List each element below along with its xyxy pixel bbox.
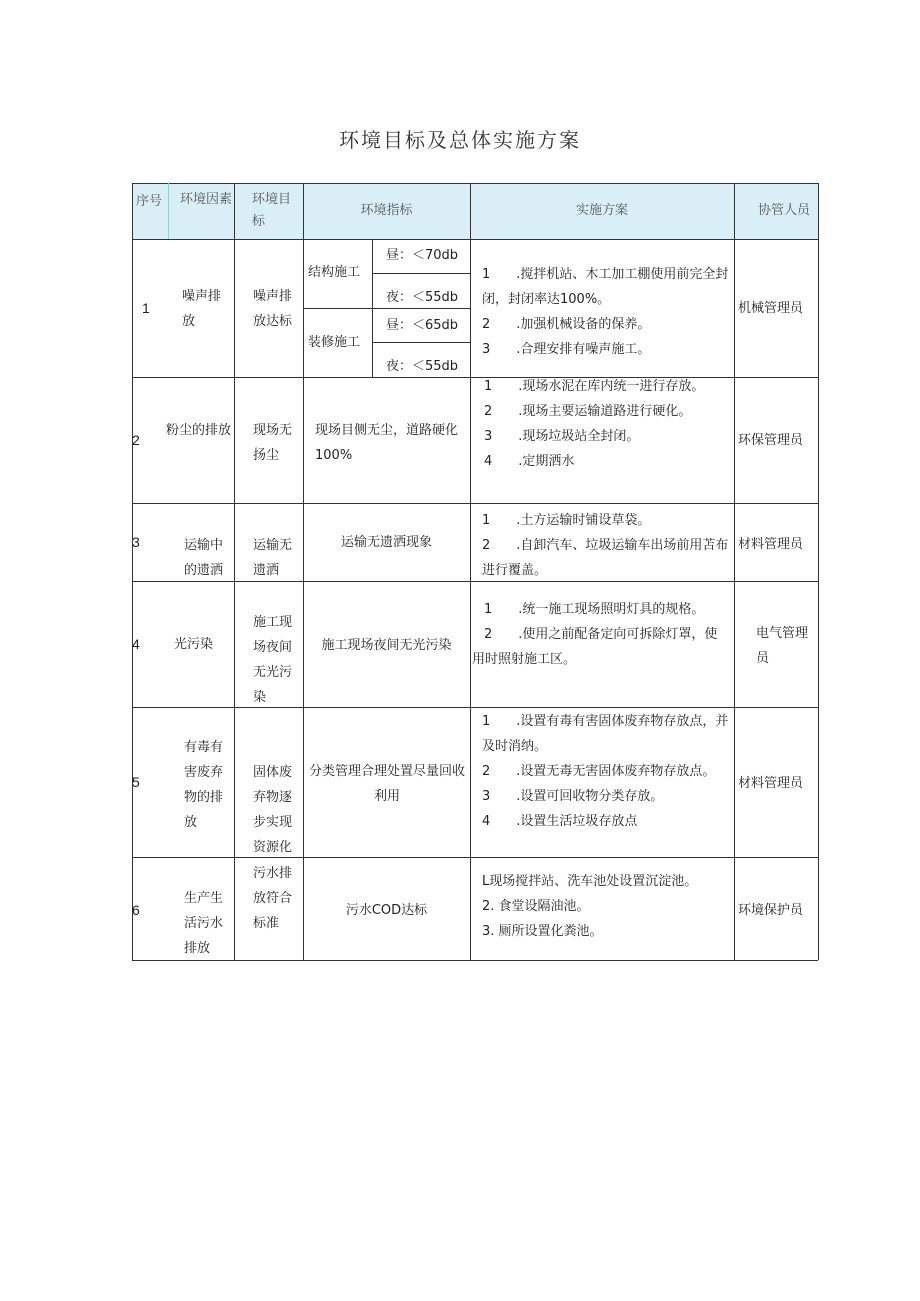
row-manager: 材料管理员 — [738, 776, 804, 791]
indicator-night-limit: 夜：＜55db — [386, 290, 459, 305]
row-seq: 6 — [132, 902, 140, 918]
header-divider — [168, 183, 169, 239]
plan-item: 3. 厕所设置化粪池。 — [482, 924, 603, 939]
header-indicator: 环境指标 — [360, 203, 413, 218]
row-plan — [482, 869, 732, 959]
row-seq: 3 — [132, 534, 140, 550]
row-factor: 粉尘的排放 — [166, 423, 232, 438]
row-indicator: 施工现场夜间无光污染 — [321, 638, 452, 653]
row-manager: 环保管理员 — [738, 433, 804, 448]
header-manager: 协管人员 — [758, 203, 811, 218]
row-plan — [472, 597, 730, 697]
plan-item: 3 .设置可回收物分类存放。 — [482, 789, 664, 804]
plan-item: 2 .自卸汽车、垃圾运输车出场前用苫布进行覆盖。 — [482, 538, 729, 578]
row-target: 现场无扬尘 — [253, 423, 293, 463]
plan-item: L现场搅拌站、洗车池处设置沉淀池。 — [482, 874, 698, 889]
row-factor: 噪声排放 — [182, 289, 222, 329]
plan-item: 3 .合理安排有噪声施工。 — [482, 342, 651, 357]
row-factor: 有毒有害废弃物的排放 — [184, 740, 224, 830]
column-line — [470, 183, 471, 960]
column-line — [234, 183, 235, 960]
row-seq: 5 — [132, 774, 140, 790]
row-seq: 1 — [142, 300, 150, 316]
plan-item: 4 .设置生活垃圾存放点 — [482, 814, 638, 829]
row-plan — [482, 262, 730, 376]
indicator-day-limit: 昼：＜70db — [386, 248, 459, 263]
row-target: 施工现场夜间无光污染 — [253, 615, 293, 705]
row-factor: 运输中的遗洒 — [184, 538, 224, 578]
header-target: 环境目标 — [252, 192, 292, 229]
subrow-line — [372, 342, 470, 343]
row-manager: 材料管理员 — [738, 537, 804, 552]
row-plan — [472, 374, 732, 503]
column-line — [372, 239, 373, 377]
row-indicator: 分类管理合理处置尽量回收利用 — [308, 764, 465, 804]
plan-item: 2 .加强机械设备的保养。 — [482, 317, 651, 332]
plan-item: 1 .现场水泥在库内统一进行存放。 — [484, 379, 705, 394]
row-target: 固体废弃物逐步实现资源化 — [253, 765, 293, 855]
row-factor: 光污染 — [174, 637, 214, 652]
plan-item: 2 .使用之前配备定向可拆除灯罩，使用时照射施工区。 — [472, 627, 718, 667]
plan-item: 1 .搅拌机站、木工加工棚使用前完全封闭，封闭率达100%。 — [482, 267, 729, 307]
row-target: 噪声排放达标 — [253, 289, 293, 329]
plan-item: 3 .现场垃圾站全封闭。 — [484, 429, 640, 444]
plan-item: 2 .设置无毒无害固体废弃物存放点。 — [482, 764, 716, 779]
header-factor: 环境因素 — [180, 192, 232, 207]
indicator-night-limit: 夜：＜55db — [386, 359, 459, 374]
row-line — [132, 960, 818, 961]
column-line — [734, 183, 735, 960]
plan-item: 2. 食堂设隔油池。 — [482, 899, 590, 914]
row-indicator: 污水COD达标 — [345, 903, 428, 918]
indicator-sub-label: 装修施工 — [308, 335, 361, 350]
column-line — [818, 183, 819, 960]
row-factor: 生产生活污水排放 — [184, 891, 224, 956]
row-indicator: 运输无遗洒现象 — [340, 535, 432, 550]
row-target: 污水排放符合标准 — [253, 866, 293, 931]
row-manager: 电气管理员 — [756, 626, 809, 666]
plan-item: 1 .设置有毒有害固体废弃物存放点，并及时消纳。 — [482, 714, 729, 754]
row-seq: 2 — [132, 432, 140, 448]
row-target: 运输无遗洒 — [253, 538, 293, 578]
indicator-sub-label: 结构施工 — [308, 265, 361, 280]
indicator-day-limit: 昼：＜65db — [386, 318, 459, 333]
row-seq: 4 — [132, 636, 140, 652]
plan-item: 4 .定期洒水 — [484, 454, 575, 469]
plan-item: 1 .土方运输时铺设草袋。 — [482, 513, 651, 528]
row-indicator: 现场目侧无尘，道路硬化100% — [315, 423, 459, 463]
row-manager: 环境保护员 — [738, 903, 804, 918]
plan-item: 1 .统一施工现场照明灯具的规格。 — [484, 602, 705, 617]
header-seq: 序号 — [135, 194, 162, 209]
page-title: 环境目标及总体实施方案 — [339, 128, 581, 152]
row-manager: 机械管理员 — [738, 301, 804, 316]
row-plan — [482, 709, 732, 857]
header-plan: 实施方案 — [575, 203, 628, 218]
column-line — [303, 183, 304, 960]
plan-item: 2 .现场主要运输道路进行硬化。 — [484, 404, 692, 419]
subrow-line — [372, 273, 470, 274]
column-line — [132, 183, 133, 960]
row-plan — [482, 508, 732, 580]
